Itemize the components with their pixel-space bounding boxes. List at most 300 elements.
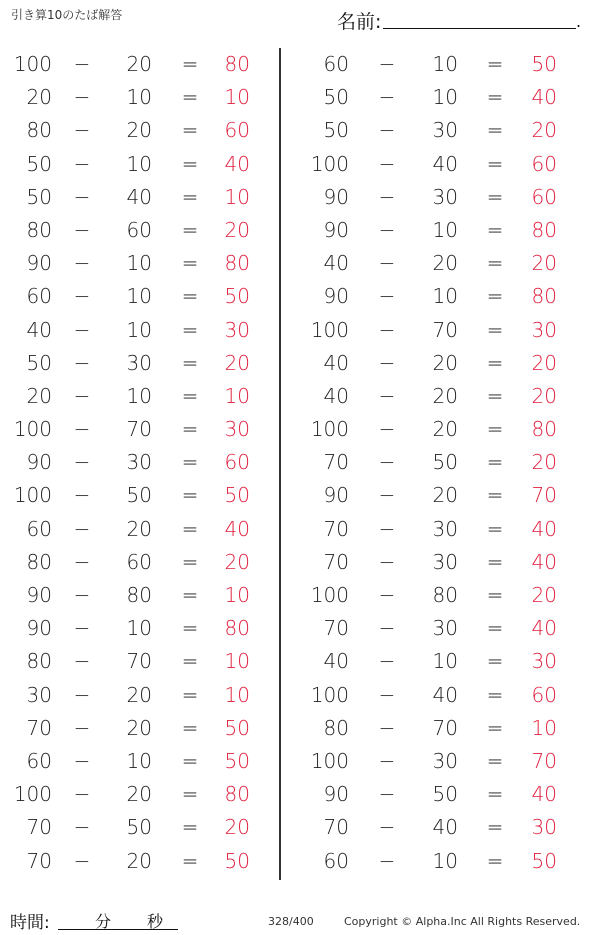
minuend: 100 xyxy=(13,417,52,442)
equals-sign: = xyxy=(486,450,504,475)
equals-sign: = xyxy=(486,583,504,607)
answer: 10 xyxy=(224,383,250,408)
problem-row xyxy=(305,712,575,745)
minuend: 30 xyxy=(26,682,52,707)
subtrahend: 10 xyxy=(432,217,458,242)
minus-sign: − xyxy=(378,782,396,807)
equals-sign: = xyxy=(486,649,504,674)
equals-sign: = xyxy=(486,682,504,707)
equals-sign: = xyxy=(181,383,199,408)
problem-row xyxy=(305,811,575,844)
problem-row xyxy=(0,446,270,479)
equals-sign: = xyxy=(486,317,504,342)
problem-row xyxy=(305,479,575,512)
minuend: 90 xyxy=(26,251,52,276)
problem-row xyxy=(305,778,575,811)
subtrahend: 20 xyxy=(126,118,152,143)
subtrahend: 10 xyxy=(126,151,152,176)
minuend: 80 xyxy=(323,715,349,740)
minus-sign: − xyxy=(73,118,91,143)
minuend: 60 xyxy=(323,848,349,873)
minuend: 100 xyxy=(310,748,349,773)
equals-sign: = xyxy=(486,217,504,242)
problem-row xyxy=(0,778,270,811)
minuend: 50 xyxy=(323,118,349,143)
subtrahend: 50 xyxy=(126,483,152,508)
subtrahend: 70 xyxy=(126,417,152,442)
minus-sign: − xyxy=(73,848,91,873)
problem-row xyxy=(0,214,270,247)
subtrahend: 50 xyxy=(432,450,458,475)
subtrahend: 40 xyxy=(126,184,152,209)
problem-row xyxy=(0,380,270,413)
answer: 10 xyxy=(531,715,557,740)
minuend: 100 xyxy=(310,317,349,342)
answer: 80 xyxy=(531,217,557,242)
subtrahend: 40 xyxy=(432,815,458,840)
minus-sign: − xyxy=(378,317,396,342)
subtrahend: 70 xyxy=(432,715,458,740)
minus-sign: − xyxy=(378,649,396,674)
minus-sign: − xyxy=(378,682,396,707)
problem-row xyxy=(305,214,575,247)
answer: 50 xyxy=(224,483,250,508)
subtrahend: 10 xyxy=(126,317,152,342)
equals-sign: = xyxy=(181,251,199,276)
answer: 60 xyxy=(531,151,557,176)
answer: 60 xyxy=(531,184,557,209)
minus-sign: − xyxy=(378,85,396,110)
problem-row xyxy=(305,114,575,147)
minus-sign: − xyxy=(378,815,396,840)
minuend: 90 xyxy=(323,483,349,508)
equals-sign: = xyxy=(181,649,199,674)
subtrahend: 40 xyxy=(432,151,458,176)
minus-sign: − xyxy=(378,284,396,309)
equals-sign: = xyxy=(486,782,504,807)
problem-row xyxy=(0,745,270,778)
minus-sign: − xyxy=(378,483,396,508)
problem-row xyxy=(0,845,270,878)
minuend: 60 xyxy=(26,748,52,773)
problem-row xyxy=(305,546,575,579)
problem-row xyxy=(305,612,575,645)
subtrahend: 30 xyxy=(432,549,458,574)
subtrahend: 10 xyxy=(432,848,458,873)
problem-row xyxy=(0,114,270,147)
answer: 20 xyxy=(531,251,557,276)
answer: 10 xyxy=(224,583,250,607)
page-number: 328/400 xyxy=(268,915,314,928)
minus-sign: − xyxy=(73,217,91,242)
answer: 80 xyxy=(531,284,557,309)
answer: 20 xyxy=(224,350,250,375)
minus-sign: − xyxy=(73,151,91,176)
subtrahend: 70 xyxy=(126,649,152,674)
minus-sign: − xyxy=(378,118,396,143)
minuend: 70 xyxy=(323,549,349,574)
minus-sign: − xyxy=(73,383,91,408)
minuend: 40 xyxy=(323,251,349,276)
subtrahend: 10 xyxy=(126,284,152,309)
equals-sign: = xyxy=(486,85,504,110)
minuend: 100 xyxy=(13,782,52,807)
equals-sign: = xyxy=(486,616,504,641)
minuend: 90 xyxy=(323,284,349,309)
answer: 40 xyxy=(531,516,557,541)
minuend: 80 xyxy=(26,549,52,574)
problem-row xyxy=(305,679,575,712)
problem-row xyxy=(0,413,270,446)
minus-sign: − xyxy=(73,483,91,508)
answer: 20 xyxy=(531,583,557,607)
equals-sign: = xyxy=(181,715,199,740)
minus-sign: − xyxy=(73,516,91,541)
minus-sign: − xyxy=(73,682,91,707)
minus-sign: − xyxy=(378,748,396,773)
equals-sign: = xyxy=(486,748,504,773)
problem-row xyxy=(0,579,270,612)
minus-sign: − xyxy=(378,350,396,375)
equals-sign: = xyxy=(486,815,504,840)
equals-sign: = xyxy=(181,350,199,375)
problem-row xyxy=(305,745,575,778)
answer: 50 xyxy=(224,715,250,740)
equals-sign: = xyxy=(181,516,199,541)
equals-sign: = xyxy=(181,848,199,873)
problem-row xyxy=(0,48,270,81)
subtrahend: 10 xyxy=(126,383,152,408)
answer: 60 xyxy=(531,682,557,707)
minus-sign: − xyxy=(73,317,91,342)
equals-sign: = xyxy=(486,151,504,176)
subtrahend: 30 xyxy=(432,616,458,641)
subtrahend: 30 xyxy=(432,118,458,143)
problem-row xyxy=(305,845,575,878)
subtrahend: 10 xyxy=(126,85,152,110)
subtrahend: 10 xyxy=(432,649,458,674)
answer: 30 xyxy=(531,649,557,674)
minus-sign: − xyxy=(73,184,91,209)
problem-row xyxy=(305,280,575,313)
minuend: 40 xyxy=(26,317,52,342)
subtrahend: 20 xyxy=(432,383,458,408)
column-divider xyxy=(279,48,281,880)
equals-sign: = xyxy=(181,184,199,209)
answer: 40 xyxy=(531,782,557,807)
subtrahend: 30 xyxy=(126,350,152,375)
equals-sign: = xyxy=(486,483,504,508)
answer: 80 xyxy=(531,417,557,442)
answer: 50 xyxy=(224,284,250,309)
equals-sign: = xyxy=(486,383,504,408)
minus-sign: − xyxy=(73,85,91,110)
minuend: 100 xyxy=(13,483,52,508)
subtrahend: 60 xyxy=(126,217,152,242)
problem-row xyxy=(0,612,270,645)
minuend: 60 xyxy=(26,284,52,309)
minus-sign: − xyxy=(73,549,91,574)
problem-row xyxy=(0,513,270,546)
name-input-line xyxy=(383,28,576,29)
answer: 10 xyxy=(224,649,250,674)
equals-sign: = xyxy=(181,118,199,143)
subtrahend: 50 xyxy=(432,782,458,807)
minute-label: 分 xyxy=(95,912,112,931)
problem-row xyxy=(0,314,270,347)
subtrahend: 10 xyxy=(126,616,152,641)
problem-row xyxy=(305,148,575,181)
answer: 20 xyxy=(531,350,557,375)
answer: 40 xyxy=(224,516,250,541)
equals-sign: = xyxy=(181,450,199,475)
equals-sign: = xyxy=(181,815,199,840)
minus-sign: − xyxy=(73,450,91,475)
answer: 60 xyxy=(224,450,250,475)
minus-sign: − xyxy=(378,848,396,873)
problem-row xyxy=(0,811,270,844)
equals-sign: = xyxy=(181,284,199,309)
equals-sign: = xyxy=(486,549,504,574)
answer: 30 xyxy=(531,815,557,840)
minus-sign: − xyxy=(73,715,91,740)
subtrahend: 30 xyxy=(126,450,152,475)
minus-sign: − xyxy=(378,184,396,209)
equals-sign: = xyxy=(486,52,504,76)
minus-sign: − xyxy=(378,549,396,574)
subtrahend: 10 xyxy=(432,85,458,110)
problem-row xyxy=(0,479,270,512)
subtrahend: 20 xyxy=(126,715,152,740)
minus-sign: − xyxy=(378,450,396,475)
minus-sign: − xyxy=(378,52,396,76)
subtrahend: 30 xyxy=(432,184,458,209)
subtrahend: 30 xyxy=(432,516,458,541)
minus-sign: − xyxy=(73,583,91,607)
problem-row xyxy=(0,546,270,579)
minuend: 80 xyxy=(26,649,52,674)
minuend: 20 xyxy=(26,85,52,110)
problem-row xyxy=(305,48,575,81)
left-problem-column xyxy=(0,48,270,878)
subtrahend: 20 xyxy=(126,848,152,873)
minuend: 50 xyxy=(26,151,52,176)
answer: 50 xyxy=(531,52,557,76)
equals-sign: = xyxy=(486,350,504,375)
problem-row xyxy=(0,712,270,745)
minus-sign: − xyxy=(378,715,396,740)
answer: 80 xyxy=(224,251,250,276)
equals-sign: = xyxy=(486,417,504,442)
subtrahend: 20 xyxy=(126,52,152,76)
answer: 30 xyxy=(224,417,250,442)
answer: 70 xyxy=(531,483,557,508)
minuend: 70 xyxy=(26,815,52,840)
minuend: 90 xyxy=(26,450,52,475)
equals-sign: = xyxy=(181,782,199,807)
minuend: 100 xyxy=(310,583,349,607)
minuend: 90 xyxy=(323,782,349,807)
minus-sign: − xyxy=(378,516,396,541)
answer: 80 xyxy=(224,616,250,641)
problem-row xyxy=(0,280,270,313)
second-label: 秒 xyxy=(147,912,164,931)
problem-row xyxy=(305,446,575,479)
minuend: 80 xyxy=(26,217,52,242)
minuend: 20 xyxy=(26,383,52,408)
subtrahend: 10 xyxy=(126,748,152,773)
equals-sign: = xyxy=(181,748,199,773)
minuend: 70 xyxy=(323,450,349,475)
minuend: 100 xyxy=(310,682,349,707)
minuend: 100 xyxy=(310,151,349,176)
minus-sign: − xyxy=(73,815,91,840)
equals-sign: = xyxy=(181,85,199,110)
minus-sign: − xyxy=(73,649,91,674)
minuend: 40 xyxy=(323,649,349,674)
answer: 80 xyxy=(224,52,250,76)
minus-sign: − xyxy=(73,284,91,309)
minus-sign: − xyxy=(73,350,91,375)
subtrahend: 20 xyxy=(126,682,152,707)
minuend: 70 xyxy=(323,616,349,641)
equals-sign: = xyxy=(181,583,199,607)
problem-row xyxy=(305,513,575,546)
equals-sign: = xyxy=(486,516,504,541)
minuend: 60 xyxy=(323,52,349,76)
minuend: 70 xyxy=(26,715,52,740)
equals-sign: = xyxy=(181,549,199,574)
minus-sign: − xyxy=(378,383,396,408)
minuend: 90 xyxy=(323,217,349,242)
subtrahend: 20 xyxy=(432,251,458,276)
subtrahend: 50 xyxy=(126,815,152,840)
answer: 80 xyxy=(224,782,250,807)
minus-sign: − xyxy=(378,251,396,276)
minuend: 100 xyxy=(310,417,349,442)
copyright-notice: Copyright © Alpha.Inc All Rights Reserved. xyxy=(344,915,581,928)
answer: 20 xyxy=(531,383,557,408)
answer: 70 xyxy=(531,748,557,773)
equals-sign: = xyxy=(181,682,199,707)
answer: 40 xyxy=(224,151,250,176)
worksheet-title: 引き算10のたば解答 xyxy=(11,8,123,22)
problem-row xyxy=(305,81,575,114)
answer: 10 xyxy=(224,184,250,209)
answer: 40 xyxy=(531,85,557,110)
time-label: 時間: xyxy=(10,913,50,933)
minuend: 80 xyxy=(26,118,52,143)
name-label: 名前: xyxy=(337,11,382,33)
minuend: 50 xyxy=(26,350,52,375)
right-problem-column xyxy=(305,48,575,878)
subtrahend: 10 xyxy=(126,251,152,276)
minus-sign: − xyxy=(73,52,91,76)
minus-sign: − xyxy=(378,217,396,242)
subtrahend: 40 xyxy=(432,682,458,707)
problem-row xyxy=(0,645,270,678)
answer: 20 xyxy=(224,815,250,840)
minus-sign: − xyxy=(73,616,91,641)
problem-row xyxy=(305,347,575,380)
equals-sign: = xyxy=(486,284,504,309)
minuend: 50 xyxy=(323,85,349,110)
minuend: 60 xyxy=(26,516,52,541)
answer: 50 xyxy=(531,848,557,873)
subtrahend: 30 xyxy=(432,748,458,773)
equals-sign: = xyxy=(181,483,199,508)
minuend: 40 xyxy=(323,383,349,408)
equals-sign: = xyxy=(486,251,504,276)
answer: 20 xyxy=(531,118,557,143)
problem-row xyxy=(305,314,575,347)
problem-row xyxy=(305,413,575,446)
equals-sign: = xyxy=(486,118,504,143)
problem-row xyxy=(0,81,270,114)
problem-row xyxy=(0,679,270,712)
problem-row xyxy=(0,148,270,181)
equals-sign: = xyxy=(486,184,504,209)
subtrahend: 20 xyxy=(126,782,152,807)
equals-sign: = xyxy=(181,151,199,176)
minus-sign: − xyxy=(378,151,396,176)
answer: 10 xyxy=(224,85,250,110)
problem-row xyxy=(0,247,270,280)
subtrahend: 20 xyxy=(126,516,152,541)
subtrahend: 80 xyxy=(126,583,152,607)
equals-sign: = xyxy=(181,317,199,342)
subtrahend: 80 xyxy=(432,583,458,607)
subtrahend: 20 xyxy=(432,417,458,442)
problem-row xyxy=(305,247,575,280)
equals-sign: = xyxy=(181,52,199,76)
answer: 60 xyxy=(224,118,250,143)
minuend: 50 xyxy=(26,184,52,209)
answer: 40 xyxy=(531,549,557,574)
answer: 10 xyxy=(224,682,250,707)
subtrahend: 10 xyxy=(432,52,458,76)
problem-row xyxy=(305,181,575,214)
minuend: 70 xyxy=(26,848,52,873)
minuend: 90 xyxy=(323,184,349,209)
minus-sign: − xyxy=(378,583,396,607)
answer: 30 xyxy=(224,317,250,342)
subtrahend: 20 xyxy=(432,483,458,508)
problem-row xyxy=(0,347,270,380)
answer: 20 xyxy=(224,217,250,242)
minus-sign: − xyxy=(378,616,396,641)
subtrahend: 10 xyxy=(432,284,458,309)
subtrahend: 70 xyxy=(432,317,458,342)
problem-row xyxy=(305,579,575,612)
answer: 40 xyxy=(531,616,557,641)
equals-sign: = xyxy=(486,848,504,873)
minuend: 70 xyxy=(323,516,349,541)
answer: 20 xyxy=(531,450,557,475)
equals-sign: = xyxy=(181,417,199,442)
problem-row xyxy=(305,645,575,678)
problem-row xyxy=(0,181,270,214)
answer: 50 xyxy=(224,848,250,873)
subtrahend: 60 xyxy=(126,549,152,574)
minus-sign: − xyxy=(73,748,91,773)
answer: 30 xyxy=(531,317,557,342)
minuend: 100 xyxy=(13,52,52,76)
minuend: 90 xyxy=(26,583,52,607)
subtrahend: 20 xyxy=(432,350,458,375)
problem-row xyxy=(305,380,575,413)
equals-sign: = xyxy=(486,715,504,740)
